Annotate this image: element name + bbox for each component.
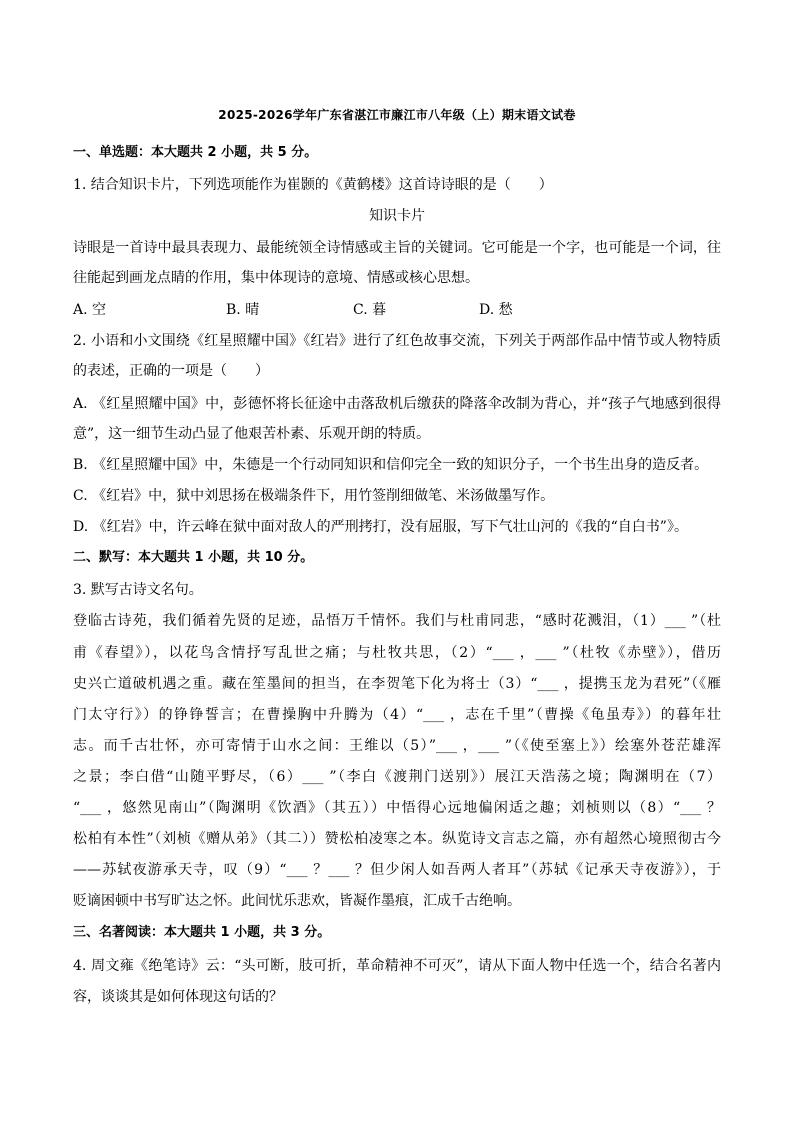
question-3-passage-line-6: 之景；李白借“山随平野尽，（6）___ ”（李白《渡荆门送别》）展江天浩荡之境；陶渊明在（7） [73,769,721,785]
question-1-option-b: B. 晴 [226,302,260,318]
question-1-option-a: A. 空 [73,302,107,318]
section-heading-single-choice: 一、单选题：本大题共 2 小题，共 5 分。 [73,145,318,160]
question-1-option-d: D. 愁 [479,302,513,318]
question-3-passage-line-5: 志。而千古壮怀，亦可寄情于山水之间：王维以（5）”___ ，___ ”（《使至塞上》）绘塞外苍茫雄浑 [73,738,721,754]
page-title: 2025-2026学年广东省湛江市廉江市八年级（上）期末语文试卷 [218,108,576,122]
question-4-stem-line-1: 4. 周文雍《绝笔诗》云：“头可断，肢可折，革命精神不可灭”，请从下面人物中任选一个，结合名著内 [73,958,721,974]
question-3-passage-line-9: ——苏轼夜游承天寺，叹（9）“___ ？___ ？但少闲人如吾两人者耳”（苏轼《记承天寺夜游》），于 [73,862,721,878]
question-3-passage-line-10: 贬谪困顿中书写旷达之怀。此间忧乐悲欢，皆凝作墨痕，汇成千古绝响。 [73,893,521,909]
question-2-option-a-line-1: A. 《红星照耀中国》中，彭德怀将长征途中击落敌机后缴获的降落伞改制为背心，并“孩子气地感到很得 [73,396,721,412]
question-3-passage-line-8: 松柏有本性”（刘桢《赠从弟》（其二））赞松柏凌寒之本。纵览诗文言志之篇，亦有超然心境照彻古今 [73,831,721,847]
question-2-option-d: D. 《红岩》中，许云峰在狱中面对敌人的严刑拷打，没有屈服，写下气壮山河的《我的“自白书”》。 [73,519,688,535]
question-3-passage-line-7: “___ ，悠然见南山”（陶渊明《饮酒》（其五））中悟得心远地偏闲适之趣；刘桢则以（8）“___ ？ [73,800,721,816]
question-3-passage-line-1: 登临古诗苑，我们循着先贤的足迹，品悟万千情怀。我们与杜甫同悲，“感时花溅泪，（1）___ ”（杜 [73,613,721,629]
question-2-stem-line-1: 2. 小语和小文围绕《红星照耀中国》《红岩》进行了红色故事交流，下列关于两部作品中情节或人物特质 [73,333,721,349]
knowledge-card-text-line-2: 往能起到画龙点睛的作用，集中体现诗的意境、情感或核心思想。 [73,270,479,286]
knowledge-card-title: 知识卡片 [369,208,425,224]
question-2-stem-line-2: 的表述，正确的一项是（ ） [73,363,269,379]
question-2-option-a-line-2: 意”，这一细节生动凸显了他艰苦朴素、乐观开朗的特质。 [73,426,431,442]
knowledge-card-text-line-1: 诗眼是一首诗中最具表现力、最能统领全诗情感或主旨的关键词。它可能是一个字，也可能是一个词，往 [73,240,721,256]
section-heading-classic-reading: 三、名著阅读：本大题共 1 小题，共 3 分。 [73,925,331,940]
question-3-stem: 3. 默写古诗文名句。 [73,582,203,598]
question-1-option-c: C. 暮 [353,302,387,318]
question-3-passage-line-3: 史兴亡道破机遇之重。藏在笙墨间的担当，在李贺笔下化为将士（3）“___ ，提携玉龙为君死”（《雁 [73,676,721,692]
section-heading-dictation: 二、默写：本大题共 1 小题，共 10 分。 [73,550,314,565]
question-3-passage-line-4: 门太守行》）的铮铮誓言；在曹操胸中升腾为（4）“___ ，志在千里”（曹操《龟虽寿》）的暮年壮 [73,707,721,723]
question-4-stem-line-2: 容，谈谈其是如何体现这句话的？ [73,989,283,1005]
question-1-stem: 1. 结合知识卡片，下列选项能作为崔颢的《黄鹤楼》这首诗诗眼的是（ ） [73,177,553,193]
question-3-passage-line-2: 甫《春望》），以花鸟含情抒写乱世之痛；与杜牧共思，（2）“___ ，___ ”（杜牧《赤壁》），借历 [73,645,721,661]
question-2-option-c: C. 《红岩》中，狱中刘思扬在极端条件下，用竹签削细做笔、米汤做墨写作。 [73,488,555,504]
question-2-option-b: B. 《红星照耀中国》中，朱德是一个行动同知识和信仰完全一致的知识分子，一个书生出身的造反者。 [73,457,709,473]
